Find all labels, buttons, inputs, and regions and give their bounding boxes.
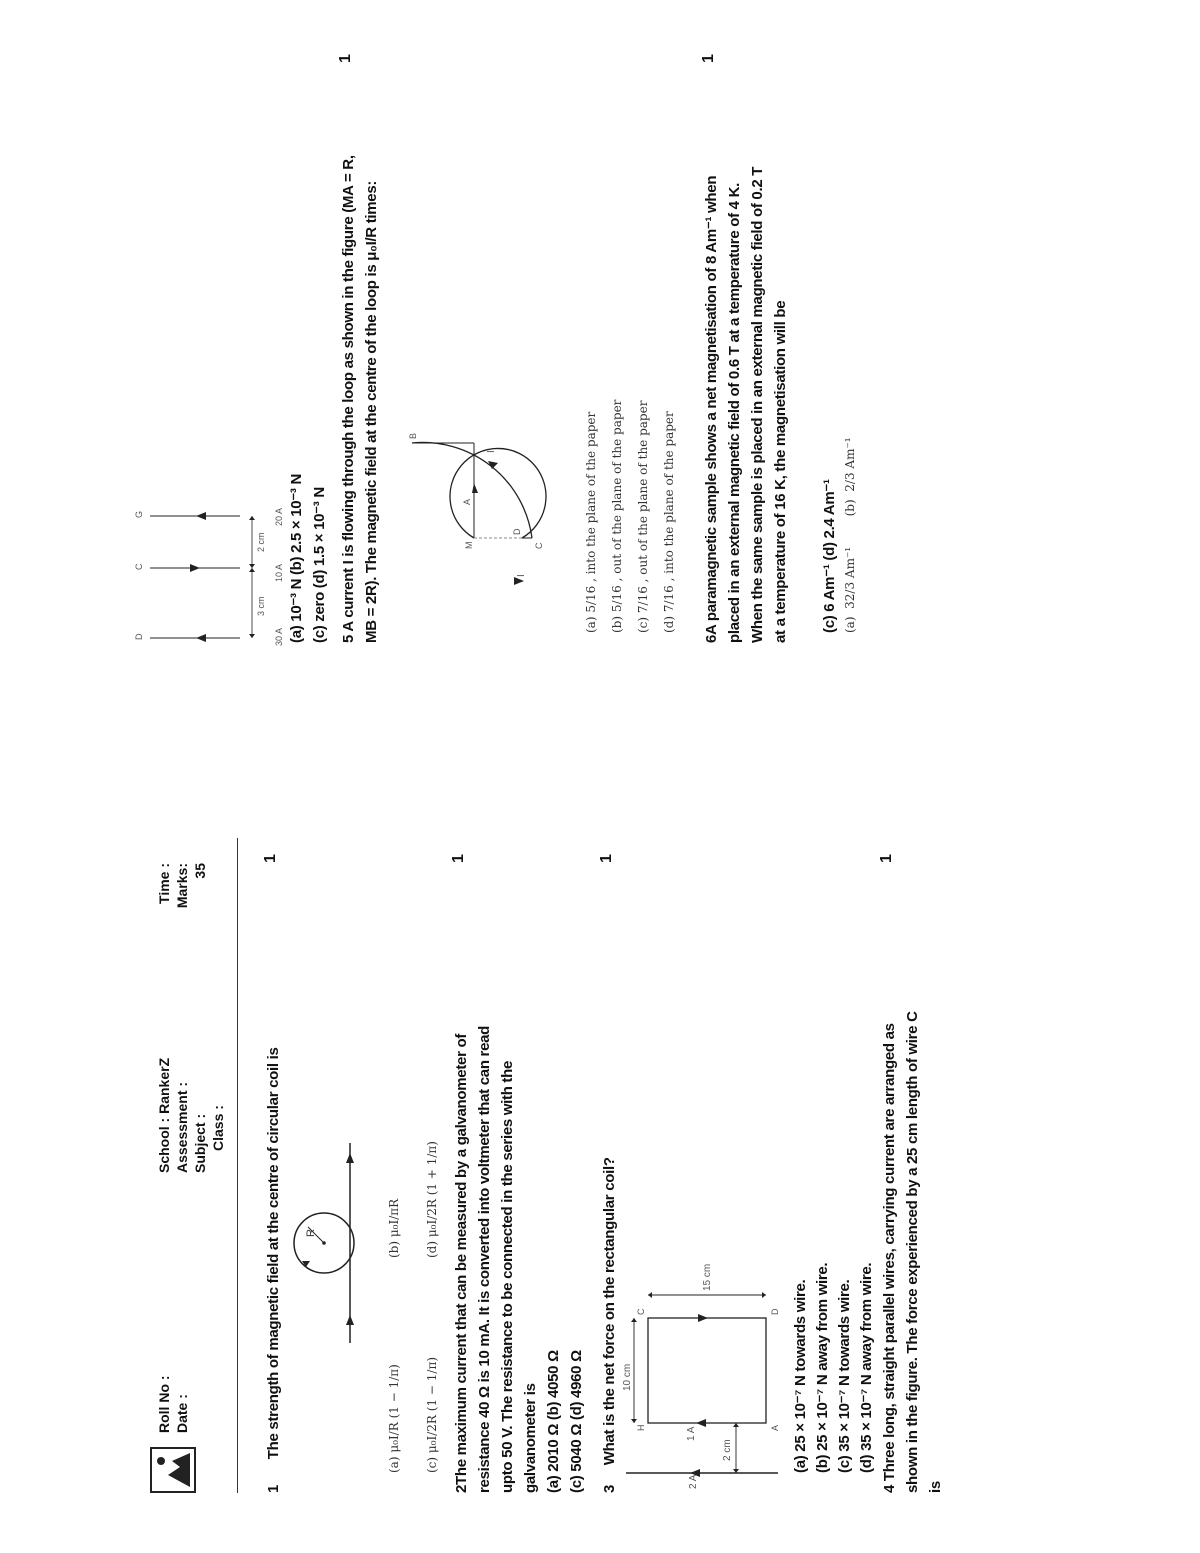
q3-fig-i2: 1 A [686, 1426, 697, 1441]
q4-fig-d: D [134, 633, 144, 640]
q2-mark: 1 [450, 854, 467, 863]
q5-option-b: (b) 5/16 , out of the plane of the paper [610, 399, 624, 633]
q5-fig-i-arc: I [486, 450, 497, 453]
q1-mark: 1 [262, 854, 279, 863]
class-label: Class : [210, 1105, 226, 1151]
q1-figure [290, 1143, 370, 1343]
q5-fig-a: A [462, 498, 472, 505]
time-label: Time : [156, 863, 172, 904]
q5-fig-m: M [464, 541, 474, 549]
q4-line-1: 4 Three long, straight parallel wires, carrying current are arranged as [881, 1023, 898, 1493]
q1-text: The strength of magnetic field at the centre of circular coil is [265, 1047, 282, 1460]
q4-fig-dist1: 3 cm [256, 596, 266, 616]
q4-figure [132, 468, 307, 648]
q3-fig-h: H [636, 1424, 646, 1431]
q3-fig-side: 15 cm [702, 1263, 713, 1291]
q1-option-a: (a) μ₀I/R (1 − 1/π) [387, 1364, 401, 1473]
q1-number: 1 [265, 1484, 282, 1493]
q5-figure [392, 373, 572, 633]
q4-fig-i3: 20 A [274, 507, 284, 526]
q3-fig-a: A [770, 1424, 780, 1431]
q5-fig-i: I [516, 574, 527, 577]
q6-mark: 1 [700, 54, 717, 63]
q3-fig-gap: 2 cm [722, 1439, 733, 1461]
q3-option-c: (c) 35 × 10⁻⁷ N towards wire. [836, 1279, 853, 1473]
q3-text: What is the net force on the rectangular coil? [601, 1157, 618, 1466]
q6-line-3: When the same sample is placed in an external magnetic field of 0.2 T [749, 166, 766, 643]
q6-options-1: (a) 32/3 Am⁻¹ (b) 2/3 Am⁻¹ [843, 437, 857, 633]
q3-figure [618, 1253, 788, 1493]
q4-fig-i1: 30 A [274, 627, 284, 646]
q6-line-4: at a temperature of 16 K, the magnetisation will be [772, 300, 789, 643]
q6-line-2: placed in an external magnetic field of 0.6 T at a temperature of 4 K. [726, 183, 743, 643]
q2-line-4: galvanometer is [522, 1383, 539, 1493]
q5-option-a: (a) 5/16 , into the plane of the paper [584, 411, 598, 633]
q1-fig-r-label: R [305, 1229, 317, 1237]
school-logo [150, 1447, 196, 1493]
marks-label: Marks: 35 [174, 863, 208, 909]
q1-option-d: (d) μ₀I/2R (1 + 1/π) [425, 1141, 439, 1258]
q4-fig-dist2: 2 cm [256, 532, 266, 552]
q5-option-c: (c) 7/16 , out of the plane of the paper [636, 400, 650, 633]
q3-option-b: (b) 25 × 10⁻⁷ N away from wire. [814, 1262, 831, 1473]
q2-line-3: upto 50 V. The resistance to be connected in the series with the [499, 1060, 516, 1493]
q3-option-a: (a) 25 × 10⁻⁷ N towards wire. [792, 1279, 809, 1473]
q5-fig-b: B [408, 432, 418, 439]
q5-line-1: 5 A current I is flowing through the loop as shown in the figure (MA = R, [340, 155, 357, 643]
q3-option-d: (d) 35 × 10⁻⁷ N away from wire. [858, 1262, 875, 1473]
q3-number: 3 [601, 1484, 618, 1493]
q4-fig-c: C [134, 563, 144, 570]
roll-no-label: Roll No : [156, 1375, 172, 1433]
q4-line-2: shown in the figure. The force experienced by a 25 cm length of wire C [904, 1011, 921, 1493]
q3-fig-c: C [636, 1308, 646, 1315]
q3-mark: 1 [598, 854, 615, 863]
q4-fig-i2: 10 A [274, 563, 284, 582]
q5-line-2: MB = 2R). The magnetic field at the centre of the loop is μ₀I/R times: [363, 180, 380, 643]
q3-fig-i1: 2 A [688, 1474, 699, 1489]
date-label: Date : [174, 1394, 190, 1433]
q2-options-1: (a) 2010 Ω (b) 4050 Ω [545, 1350, 562, 1493]
subject-label: Subject : [192, 1113, 208, 1173]
header-divider [237, 838, 238, 1493]
q5-mark: 1 [337, 54, 354, 63]
q3-fig-d: D [770, 1308, 780, 1315]
q4-options-2: (c) zero (d) 1.5 × 10⁻³ N [311, 487, 328, 643]
q6-options-2: (c) 6 Am⁻¹ (d) 2.4 Am⁻¹ [821, 479, 838, 633]
q2-line-1: 2The maximum current that can be measured by a galvanometer of [453, 1033, 470, 1493]
q1-option-b: (b) μ₀I/πR [387, 1198, 401, 1258]
q4-options-1: (a) 10⁻³ N (b) 2.5 × 10⁻³ N [288, 473, 305, 643]
q4-fig-g: G [134, 510, 144, 518]
q4-line-3: is [927, 1481, 944, 1493]
q1-option-c: (c) μ₀I/2R (1 − 1/π) [425, 1356, 439, 1473]
q3-fig-top: 10 cm [622, 1363, 633, 1391]
assessment-label: Assessment : [174, 1081, 190, 1173]
q6-line-1: 6A paramagnetic sample shows a net magnetisation of 8 Am⁻¹ when [703, 175, 720, 643]
q2-options-2: (c) 5040 Ω (d) 4960 Ω [568, 1350, 585, 1493]
q5-option-d: (d) 7/16 , into the plane of the paper [662, 411, 676, 633]
school-label: School : RankerZ [156, 1057, 172, 1173]
q4-mark: 1 [878, 854, 895, 863]
q5-fig-d: D [512, 528, 522, 535]
q2-line-2: resistance 40 Ω is 10 mA. It is converted into voltmeter that can read [476, 1025, 493, 1493]
q5-fig-c: C [534, 542, 544, 549]
